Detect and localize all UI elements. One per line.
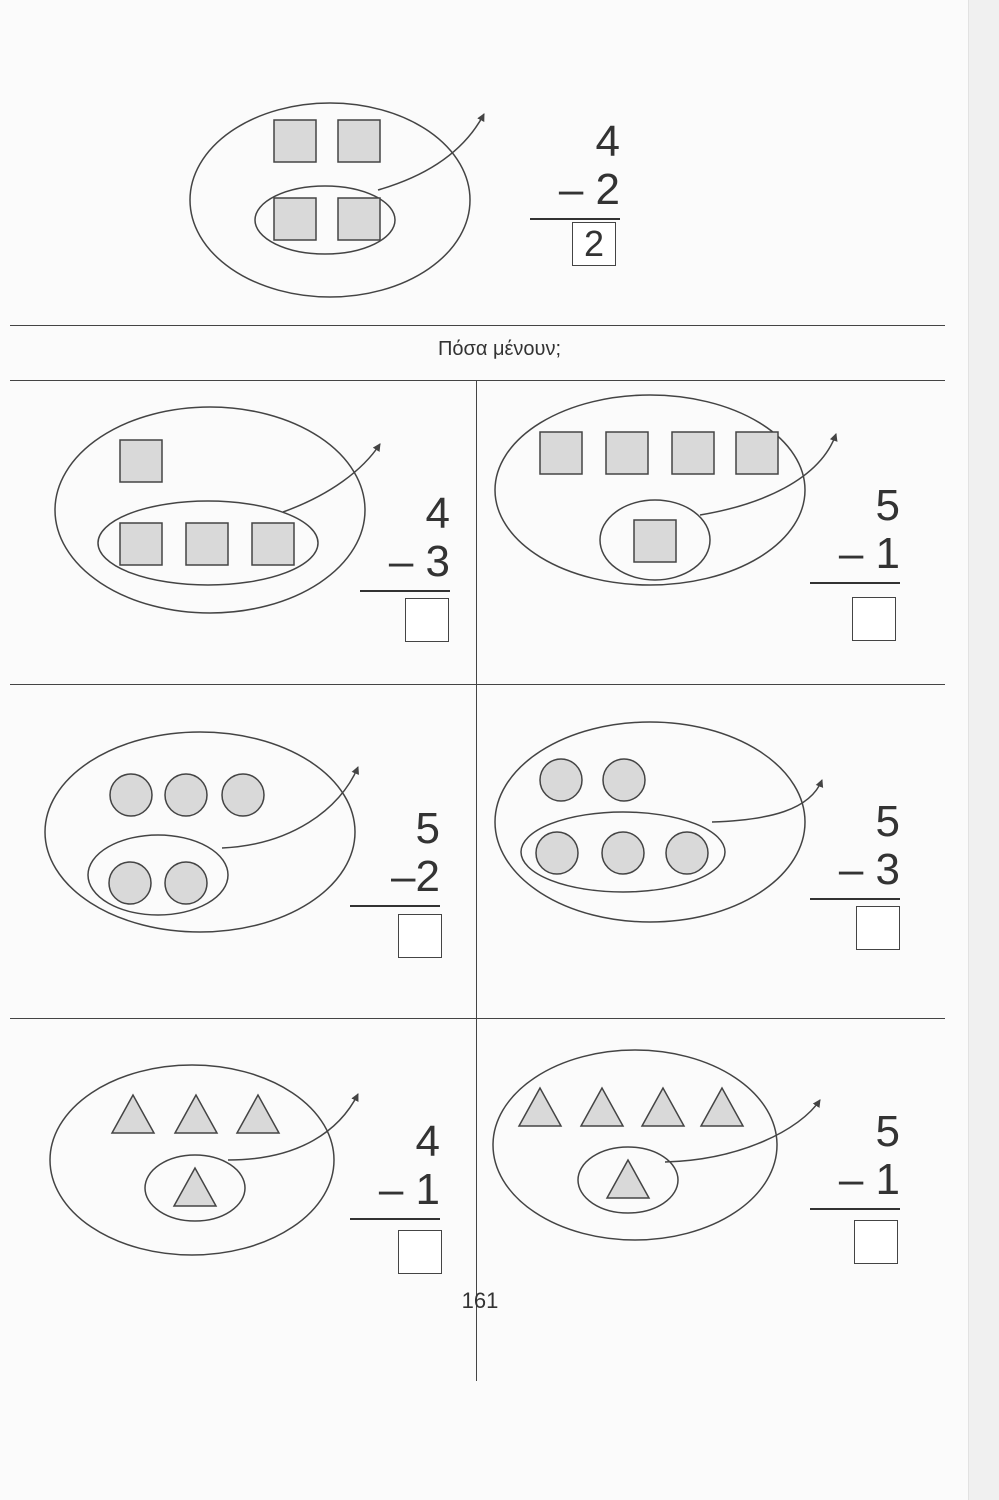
- triangle: [174, 1168, 216, 1206]
- triangle: [112, 1095, 154, 1133]
- exercise-6-answer-box[interactable]: [854, 1220, 898, 1264]
- circle: [165, 774, 207, 816]
- column-divider: [476, 381, 477, 1381]
- circle: [165, 862, 207, 904]
- square: [274, 198, 316, 240]
- square: [634, 520, 676, 562]
- triangle: [701, 1088, 743, 1126]
- exercise-3-answer-box[interactable]: [398, 914, 442, 958]
- exercise-4-illustration: [495, 722, 822, 922]
- exercise-1-illustration: [55, 407, 380, 613]
- subtrahend: – 2: [558, 165, 620, 214]
- exercise-5-illustration: [50, 1065, 358, 1255]
- triangle: [237, 1095, 279, 1133]
- exercise-4-answer-box[interactable]: [856, 906, 900, 950]
- sum-line: [810, 898, 900, 900]
- circle: [222, 774, 264, 816]
- exercise-5-problem: [350, 1118, 440, 1220]
- circle: [540, 759, 582, 801]
- sum-line: [530, 218, 620, 220]
- minuend: 4: [425, 489, 450, 538]
- divider-top: [10, 325, 945, 326]
- square: [606, 432, 648, 474]
- circle: [602, 832, 644, 874]
- triangle: [607, 1160, 649, 1198]
- square: [672, 432, 714, 474]
- minuend: 4: [415, 1117, 440, 1166]
- exercise-6-problem: [810, 1108, 900, 1210]
- exercise-6-illustration: [493, 1050, 820, 1240]
- square: [186, 523, 228, 565]
- example-answer-box: 2: [572, 222, 616, 266]
- triangle: [581, 1088, 623, 1126]
- exercise-2-problem: [810, 482, 900, 584]
- triangle: [175, 1095, 217, 1133]
- divider-row-1: [10, 684, 945, 685]
- square: [274, 120, 316, 162]
- subtrahend: – 3: [388, 537, 450, 586]
- circle: [109, 862, 151, 904]
- square: [120, 440, 162, 482]
- minuend: 5: [875, 481, 900, 530]
- minuend: 4: [595, 117, 620, 166]
- exercise-2-illustration: [495, 395, 836, 585]
- exercise-1-problem: [360, 490, 450, 592]
- sum-line: [350, 905, 440, 907]
- square: [540, 432, 582, 474]
- square: [120, 523, 162, 565]
- example-problem: [530, 118, 620, 220]
- exercise-1-answer-box[interactable]: [405, 598, 449, 642]
- sum-line: [810, 1208, 900, 1210]
- sum-line: [810, 582, 900, 584]
- outer-set: [190, 103, 470, 297]
- exercise-3-problem: [350, 805, 440, 907]
- triangle: [642, 1088, 684, 1126]
- exercise-2-answer-box[interactable]: [852, 597, 896, 641]
- exercise-3-illustration: [45, 732, 358, 932]
- exercise-4-problem: [810, 798, 900, 900]
- subtrahend: – 1: [838, 1155, 900, 1204]
- divider-title: [10, 380, 945, 381]
- square: [736, 432, 778, 474]
- circle: [536, 832, 578, 874]
- minuend: 5: [875, 797, 900, 846]
- take-away-arrow: [378, 114, 484, 190]
- subtrahend: –2: [391, 852, 440, 901]
- triangle: [519, 1088, 561, 1126]
- minuend: 5: [415, 804, 440, 853]
- page-number: 161: [461, 1288, 499, 1313]
- example-illustration: [190, 103, 484, 297]
- subtrahend: – 1: [838, 529, 900, 578]
- square: [338, 120, 380, 162]
- circle: [603, 759, 645, 801]
- minuend: 5: [875, 1107, 900, 1156]
- sum-line: [360, 590, 450, 592]
- divider-row-2: [10, 1018, 945, 1019]
- subtrahend: – 3: [838, 845, 900, 894]
- circle: [666, 832, 708, 874]
- circle: [110, 774, 152, 816]
- sum-line: [350, 1218, 440, 1220]
- subtrahend: – 1: [378, 1165, 440, 1214]
- square: [252, 523, 294, 565]
- exercise-5-answer-box[interactable]: [398, 1230, 442, 1274]
- worksheet-prompt: Πόσα μένουν;: [437, 338, 562, 360]
- square: [338, 198, 380, 240]
